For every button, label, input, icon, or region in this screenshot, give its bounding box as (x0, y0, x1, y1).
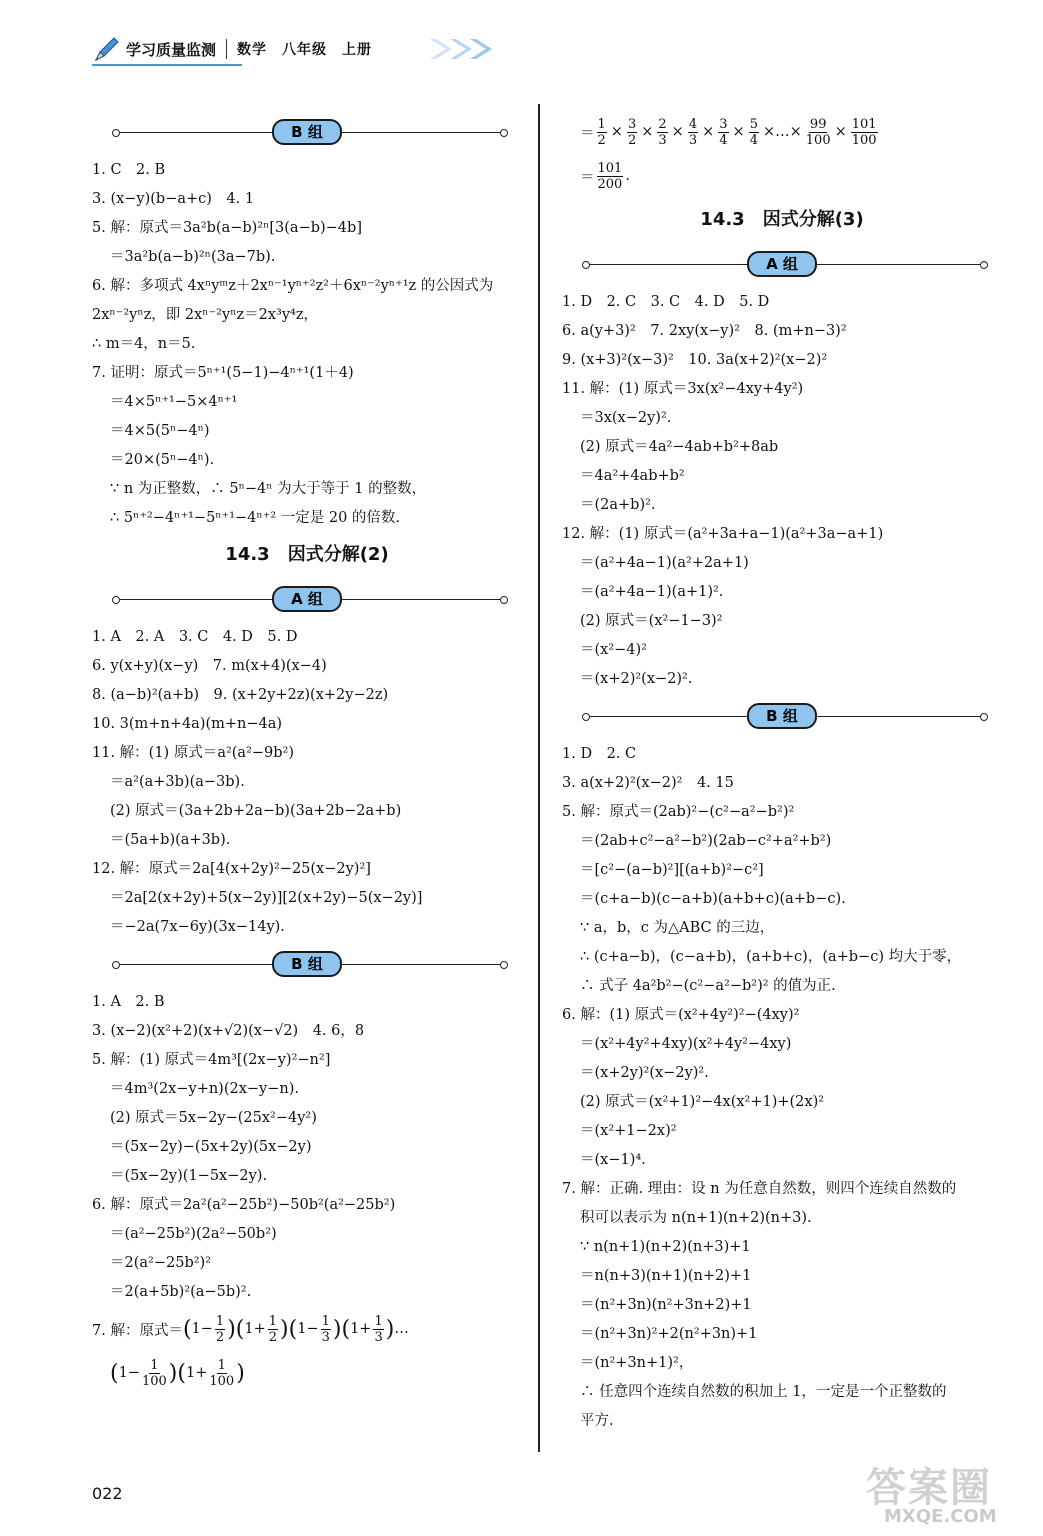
answer-line: ＝2(a²−25b²)² (110, 1255, 212, 1271)
answer-block (562, 740, 1002, 1436)
left-column (92, 110, 522, 1395)
answer-line: ＝(n²+3n+1)²， (580, 1355, 694, 1371)
answer-line: 1. A 2. A 3. C 4. D 5. D (92, 629, 298, 645)
fraction-expression: ＝ $\frac{101}{200}$ . (580, 160, 630, 192)
page-number: 022 (92, 1484, 123, 1503)
group-banner-a (562, 242, 1002, 288)
section-title: 14.3 因式分解(3) (700, 209, 864, 230)
fraction-expression: 7. 解：原式＝ ( 1− $\frac{1}{2}$ ) ( 1+ $\frac{1}{2}$ ) ( 1− $\frac{1}{3}$ ) ( 1+ $\frac{1}{3}$ ) … (92, 1313, 409, 1345)
column-divider (538, 104, 540, 1452)
answer-line: 5. 解：原式＝(2ab)²−(c²−a²−b²)² (562, 804, 795, 820)
answer-block (92, 623, 522, 942)
fraction: $\frac{1}{3}$ (321, 1313, 330, 1345)
fraction: $\frac{1}{100}$ (209, 1357, 235, 1389)
header-subtitle: 数学 八年级 上册 (237, 42, 373, 58)
answer-line: ＝(x²+4y²+4xy)(x²+4y²−4xy) (580, 1036, 792, 1052)
answer-line: (2) 原式＝4a²−4ab+b²+8ab (580, 439, 779, 455)
answer-line: 7. 解：正确. 理由：设 n 为任意自然数，则四个连续自然数的 (562, 1181, 957, 1197)
answer-line: 7. 证明：原式＝5ⁿ⁺¹(5−1)−4ⁿ⁺¹(1＋4) (92, 365, 354, 381)
page-header (92, 34, 372, 64)
answer-line: (2) 原式＝(x²+1)²−4x(x²+1)+(2x)² (580, 1094, 825, 1110)
fraction: $\frac{99}{100}$ (805, 116, 831, 148)
answer-line: 6. y(x+y)(x−y) 7. m(x+4)(x−4) (92, 658, 327, 674)
fraction: $\frac{3}{4}$ (719, 116, 728, 148)
answer-line: ＝(a²+4a−1)(a+1)². (580, 584, 724, 600)
answer-line: 平方. (580, 1413, 614, 1429)
answer-line: 6. 解：原式＝2a²(a²−25b²)−50b²(a²−25b²) (92, 1197, 396, 1213)
answer-line: 5. 解：(1) 原式＝4m³[(2x−y)²−n²] (92, 1052, 331, 1068)
fraction: $\frac{2}{3}$ (658, 116, 667, 148)
answer-line: ＝(5a+b)(a+3b). (110, 832, 231, 848)
answer-line: 12. 解：原式＝2a[4(x+2y)²−25(x−2y)²] (92, 861, 371, 877)
answer-line: ＝(x²−4)² (580, 642, 647, 658)
answer-line: 1. C 2. B (92, 162, 166, 178)
answer-line: ＝3x(x−2y)². (580, 410, 672, 426)
fraction: $\frac{3}{2}$ (627, 116, 637, 148)
banner-label: B 组 (747, 703, 817, 729)
answer-line: 6. a(y+3)² 7. 2xy(x−y)² 8. (m+n−3)² (562, 323, 847, 339)
answer-line: 3. (x−2)(x²+2)(x+√2)(x−√2) 4. 6，8 (92, 1023, 365, 1039)
pencil-icon (92, 34, 122, 64)
watermark-url: MXQE.COM (884, 1506, 997, 1527)
group-banner-a (92, 577, 522, 623)
banner-label: B 组 (272, 119, 342, 145)
answer-line: 11. 解：(1) 原式＝a²(a²−9b²) (92, 745, 295, 761)
answer-line: ∴ m＝4，n＝5. (92, 336, 196, 352)
banner-label: A 组 (747, 251, 817, 277)
answer-line: 6. 解：(1) 原式＝(x²+4y²)²−(4xy)² (562, 1007, 800, 1023)
fraction: $\frac{101}{100}$ (851, 116, 877, 148)
answer-line: ∵ a，b，c 为△ABC 的三边， (580, 920, 775, 936)
header-underline (92, 64, 242, 66)
answer-line: ＝(n²+3n)(n²+3n+2)+1 (580, 1297, 752, 1313)
answer-line: 7. 解：原式＝ (92, 1322, 183, 1339)
group-banner-b (92, 110, 522, 156)
answer-line: ＝(5x−2y)−(5x+2y)(5x−2y) (110, 1139, 312, 1155)
answer-line: ＝(5x−2y)(1−5x−2y). (110, 1168, 268, 1184)
answer-block (92, 988, 522, 1307)
answer-line: ∵ n 为正整数，∴ 5ⁿ−4ⁿ 为大于等于 1 的整数， (110, 481, 427, 497)
answer-line: 3. (x−y)(b−a+c) 4. 1 (92, 191, 255, 207)
answer-line: ＝n(n+3)(n+1)(n+2)+1 (580, 1268, 752, 1284)
banner-label: B 组 (272, 951, 342, 977)
answer-line: ＝(x+2y)²(x−2y)². (580, 1065, 709, 1081)
section-title: 14.3 因式分解(2) (225, 544, 389, 565)
fraction: $\frac{4}{3}$ (688, 116, 698, 148)
fraction: $\frac{1}{2}$ (215, 1313, 225, 1345)
answer-line: 5. 解：原式＝3a²b(a−b)²ⁿ[3(a−b)−4b] (92, 220, 362, 236)
header-title: 学习质量监测 (126, 40, 217, 59)
answer-line: ∴ 任意四个连续自然数的积加上 1，一定是一个正整数的 (580, 1384, 947, 1400)
answer-line: 2xⁿ⁻²yⁿz，即 2xⁿ⁻²yⁿz＝2x³y⁴z， (92, 307, 318, 323)
answer-line: ＝2(a+5b)²(a−5b)². (110, 1284, 252, 1300)
answer-line: ∴ (c+a−b)，(c−a+b)，(a+b+c)，(a+b−c) 均大于零， (580, 949, 962, 965)
banner-label: A 组 (272, 586, 342, 612)
answer-line: ＝−2a(7x−6y)(3x−14y). (110, 919, 285, 935)
answer-line: ＝(a²+4a−1)(a²+2a+1) (580, 555, 749, 571)
answer-line: ＝3a²b(a−b)²ⁿ(3a−7b). (110, 249, 276, 265)
fraction-expression: ( 1− $\frac{1}{100}$ ) ( 1+ $\frac{1}{100}$ ) (110, 1357, 245, 1389)
answer-line: ＝(a²−25b²)(2a²−50b²) (110, 1226, 277, 1242)
answer-line: ＝(x²+1−2x)² (580, 1123, 677, 1139)
answer-line: 10. 3(m+n+4a)(m+n−4a) (92, 716, 283, 732)
answer-line: ＝(2a+b)². (580, 497, 656, 513)
answer-line: (2) 原式＝(x²−1−3)² (580, 613, 723, 629)
answer-line: ＝4×5(5ⁿ−4ⁿ) (110, 423, 210, 439)
answer-line: 6. 解：多项式 4xⁿyᵐz＋2xⁿ⁻¹yⁿ⁺²z²＋6xⁿ⁻²yⁿ⁺¹z 的公因式为 (92, 278, 494, 294)
answer-line: ＝4×5ⁿ⁺¹−5×4ⁿ⁺¹ (110, 394, 238, 410)
answer-line: 1. D 2. C (562, 746, 637, 762)
chevron-arrows-icon (426, 36, 506, 62)
answer-line: 积可以表示为 n(n+1)(n+2)(n+3). (580, 1210, 812, 1226)
answer-line: 1. D 2. C 3. C 4. D 5. D (562, 294, 770, 310)
answer-line: ＝4a²+4ab+b² (580, 468, 685, 484)
answer-line: ＝4m³(2x−y+n)(2x−y−n). (110, 1081, 299, 1097)
fraction: $\frac{5}{4}$ (749, 116, 758, 148)
answer-line: 8. (a−b)²(a+b) 9. (x+2y+2z)(x+2y−2z) (92, 687, 389, 703)
right-column (562, 110, 1002, 1436)
watermark-text: 答案圈 (866, 1465, 992, 1511)
group-banner-b (562, 694, 1002, 740)
answer-line: ＝[c²−(a−b)²][(a+b)²−c²] (580, 862, 764, 878)
fraction: $\frac{101}{200}$ (597, 160, 623, 192)
answer-line: ＝2a[2(x+2y)+5(x−2y)][2(x+2y)−5(x−2y)] (110, 890, 423, 906)
answer-line: ＝(2ab+c²−a²−b²)(2ab−c²+a²+b²) (580, 833, 832, 849)
answer-line: ＝a²(a+3b)(a−3b). (110, 774, 245, 790)
answer-line: ＝20×(5ⁿ−4ⁿ). (110, 452, 215, 468)
fraction: $\frac{1}{2}$ (268, 1313, 278, 1345)
answer-line: 3. a(x+2)²(x−2)² 4. 15 (562, 775, 734, 791)
answer-line: ＝(n²+3n)²+2(n²+3n)+1 (580, 1326, 758, 1342)
answer-line: ∴ 式子 4a²b²−(c²−a²−b²)² 的值为正. (580, 978, 836, 994)
answer-line: ＝(x−1)⁴. (580, 1152, 646, 1168)
group-banner-b (92, 942, 522, 988)
watermark (866, 1456, 998, 1530)
fraction: $\frac{1}{2}$ (597, 116, 606, 148)
answer-line: ＝(x+2)²(x−2)². (580, 671, 693, 687)
answer-block (92, 156, 522, 533)
answer-line: ＝(c+a−b)(c−a+b)(a+b+c)(a+b−c). (580, 891, 846, 907)
answer-line: 11. 解：(1) 原式＝3x(x²−4xy+4y²) (562, 381, 804, 397)
answer-block (562, 288, 1002, 694)
answer-line: ∴ 5ⁿ⁺²−4ⁿ⁺¹−5ⁿ⁺¹−4ⁿ⁺² 一定是 20 的倍数. (110, 510, 401, 526)
answer-line: 9. (x+3)²(x−3)² 10. 3a(x+2)²(x−2)² (562, 352, 828, 368)
answer-line: (2) 原式＝5x−2y−(25x²−4y²) (110, 1110, 317, 1126)
answer-line: (2) 原式＝(3a+2b+2a−b)(3a+2b−2a+b) (110, 803, 402, 819)
answer-line: 12. 解：(1) 原式＝(a²+3a+a−1)(a²+3a−a+1) (562, 526, 884, 542)
fraction: $\frac{1}{100}$ (141, 1357, 167, 1389)
header-separator (226, 39, 227, 59)
answer-line: ∵ n(n+1)(n+2)(n+3)+1 (580, 1239, 751, 1255)
answer-line: 1. A 2. B (92, 994, 165, 1010)
fraction-expression: ＝ $\frac{1}{2}$ × $\frac{3}{2}$ × $\frac{2}{3}$ × $\frac{4}{3}$ × $\frac{3}{4}$ × $\frac{5}{4}$ ×…× $\frac{99}{100}$ × $\frac{101}{100}$ (580, 116, 877, 148)
fraction: $\frac{1}{3}$ (374, 1313, 383, 1345)
